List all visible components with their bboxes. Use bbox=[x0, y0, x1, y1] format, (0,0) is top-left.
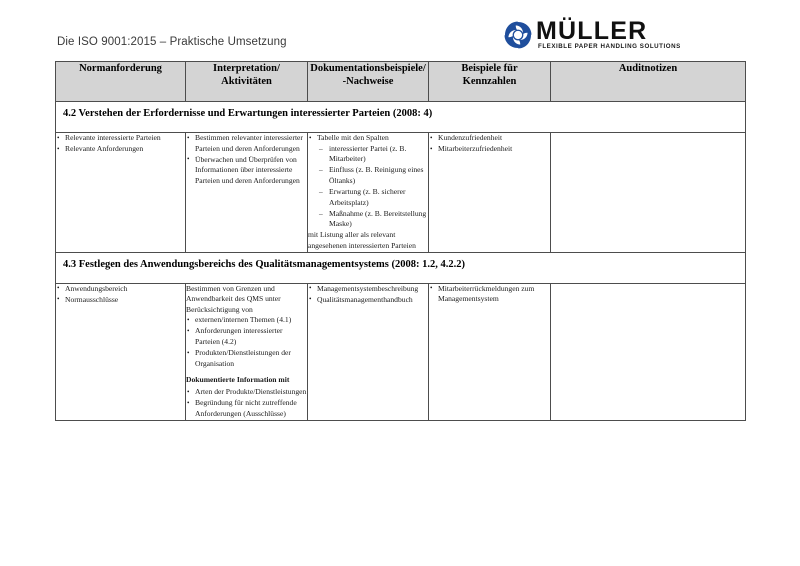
list-item: • externen/internen Themen (4.1) bbox=[186, 315, 307, 326]
column-header-label-line1: Beispiele für bbox=[461, 63, 518, 74]
logo-wordmark: MÜLLER bbox=[536, 17, 648, 45]
list-item: • Relevante Anforderungen bbox=[56, 144, 185, 155]
list-item: • Mitarbeiterzufriedenheit bbox=[429, 144, 550, 155]
document-header bbox=[0, 0, 800, 58]
iso-requirements-table-wrapper bbox=[55, 61, 745, 421]
cell-dokumentationsbeispiele-4-2 bbox=[308, 133, 429, 253]
bullet-list bbox=[429, 133, 550, 155]
bullet-list bbox=[56, 133, 185, 155]
sub-list-item: – Erwartung (z. B. sicherer Arbeitsplatz) bbox=[319, 187, 428, 208]
section-heading-4-3: 4.3 Festlegen des Anwendungsbereichs des Qualitätsmanagementsystems (2008: 1.2, 4.2.2) bbox=[56, 252, 746, 283]
logo-tagline: FLEXIBLE PAPER HANDLING SOLUTIONS bbox=[538, 43, 681, 50]
bullet-list bbox=[308, 133, 428, 230]
column-header-label-line1: Dokumentationsbeispiele/ bbox=[310, 63, 426, 74]
column-header-label: Normanforderung bbox=[79, 63, 162, 74]
sub-bullet-list bbox=[319, 144, 428, 230]
table-row bbox=[56, 283, 746, 421]
list-item: • Produkten/Dienstleistungen der Organisation bbox=[186, 348, 307, 369]
column-header-label-line2: -Nachweise bbox=[342, 76, 394, 87]
company-logo bbox=[503, 18, 747, 52]
bullet-list bbox=[186, 315, 307, 369]
bullet-list bbox=[308, 284, 428, 306]
list-item: • Arten der Produkte/Dienstleistungen bbox=[186, 387, 307, 398]
column-header-dokumentationsbeispiele bbox=[308, 62, 429, 102]
list-item: • Normausschlüsse bbox=[56, 295, 185, 306]
sub-list-item: – interessierter Partei (z. B. Mitarbeiter) bbox=[319, 144, 428, 165]
list-item bbox=[308, 133, 428, 230]
cell-interpretation-4-2 bbox=[186, 133, 308, 253]
list-item: • Relevante interessierte Parteien bbox=[56, 133, 185, 144]
table-row bbox=[56, 133, 746, 253]
cell-kennzahlen-4-2 bbox=[429, 133, 551, 253]
cell-dokumentationsbeispiele-4-3 bbox=[308, 283, 429, 421]
cell-auditnotizen-4-3[interactable] bbox=[551, 283, 746, 421]
list-item: • Begründung für nicht zutreffende Anforderungen (Ausschlüsse) bbox=[186, 398, 307, 419]
cell-normanforderung-4-2 bbox=[56, 133, 186, 253]
cell-normanforderung-4-3 bbox=[56, 283, 186, 421]
section-heading-4-2: 4.2 Verstehen der Erfordernisse und Erwartungen interessierter Parteien (2008: 4) bbox=[56, 102, 746, 133]
table-header-row bbox=[56, 62, 746, 102]
bullet-list bbox=[429, 284, 550, 305]
cell-interpretation-4-3 bbox=[186, 283, 308, 421]
cell-trailing-text: mit Listung aller als relevant angesehenen interessierten Parteien bbox=[308, 230, 416, 250]
list-item-label: Tabelle mit den Spalten bbox=[317, 133, 389, 142]
column-header-auditnotizen bbox=[551, 62, 746, 102]
column-header-label-line1: Interpretation/ bbox=[213, 63, 280, 74]
section-heading-row bbox=[56, 102, 746, 133]
sub-list-item: – Maßnahme (z. B. Bereitstellung Maske) bbox=[319, 209, 428, 230]
iso-requirements-table bbox=[55, 61, 746, 421]
list-item: • Kundenzufriedenheit bbox=[429, 133, 550, 144]
sub-list-item: – Einfluss (z. B. Reinigung eines Öltanks) bbox=[319, 165, 428, 186]
cell-lead-text: Bestimmen von Grenzen und Anwendbarkeit des QMS unter Berücksichtigung von bbox=[186, 283, 281, 314]
list-item: • Qualitätsmanagementhandbuch bbox=[308, 295, 428, 306]
cell-kennzahlen-4-3 bbox=[429, 283, 551, 421]
column-header-kennzahlen bbox=[429, 62, 551, 102]
cell-subheading: Dokumentierte Information mit bbox=[186, 375, 290, 385]
bullet-list-secondary bbox=[186, 387, 307, 419]
list-item: • Überwachen und Überprüfen von Informationen über interessierte Parteien und deren Anforderungen bbox=[186, 155, 307, 187]
bullet-list bbox=[186, 133, 307, 186]
list-item: • Bestimmen relevanter interessierter Parteien und deren Anforderungen bbox=[186, 133, 307, 154]
list-item: • Managementsystembeschreibung bbox=[308, 284, 428, 295]
page-title: Die ISO 9001:2015 – Praktische Umsetzung bbox=[57, 36, 287, 48]
column-header-label: Auditnotizen bbox=[618, 63, 678, 74]
list-item: • Anwendungsbereich bbox=[56, 284, 185, 295]
cell-auditnotizen-4-2[interactable] bbox=[551, 133, 746, 253]
column-header-interpretation bbox=[186, 62, 308, 102]
section-heading-row bbox=[56, 252, 746, 283]
list-item: • Anforderungen interessierter Parteien (4.2) bbox=[186, 326, 307, 347]
column-header-label-line2: Kennzahlen bbox=[462, 76, 517, 87]
bullet-list bbox=[56, 284, 185, 306]
column-header-label-line2: Aktivitäten bbox=[221, 76, 272, 87]
list-item: • Mitarbeiterrückmeldungen zum Managementsystem bbox=[429, 284, 550, 305]
swirl-logo-icon bbox=[503, 20, 533, 50]
column-header-normanforderung bbox=[56, 62, 186, 102]
